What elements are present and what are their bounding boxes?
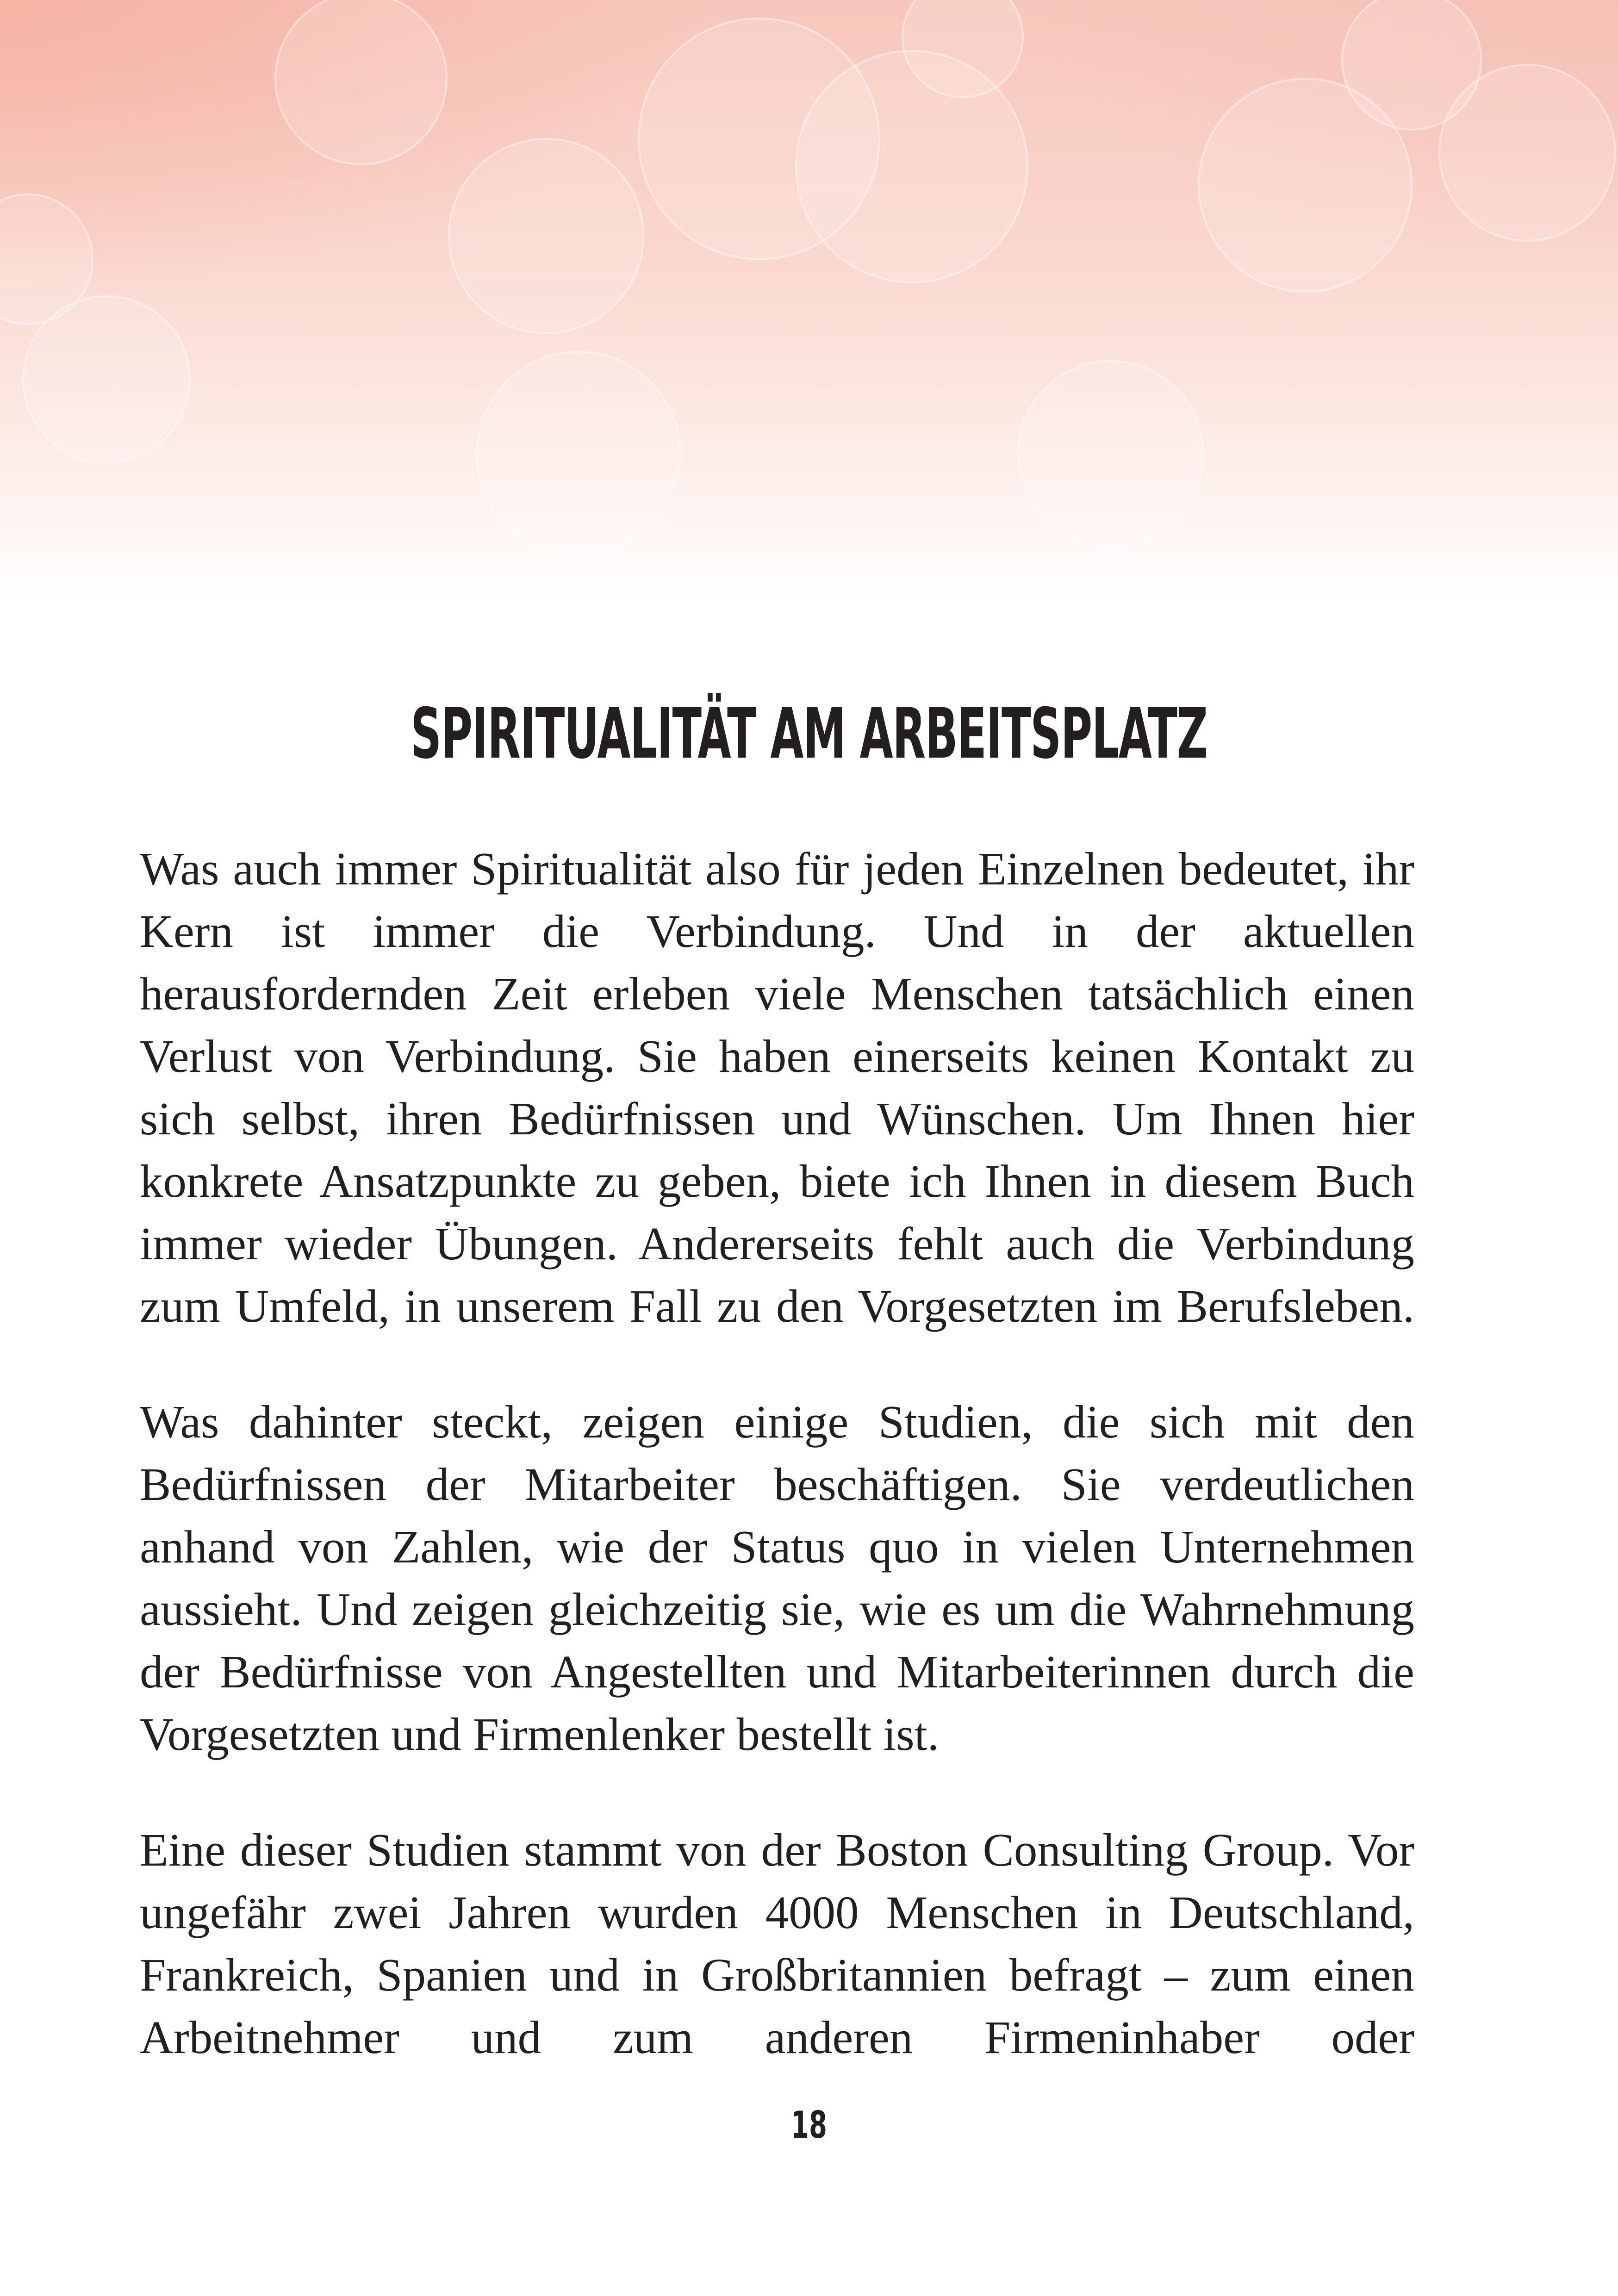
paragraph-3: Eine dieser Studien stammt von der Boston Consulting Group. Vor ungefähr zwei Jahren wurden 4000 Menschen in Deutschland, Frankreich, Spanien und in Großbritannien befragt – zum einen Arbeitnehmer und zum anderen Firmeninhaber oder: [140, 1824, 1414, 2063]
paragraph-1: Was auch immer Spiritualität also für jeden Einzelnen bedeutet, ihr Kern ist immer die Verbindung. Und in der aktuellen herausfordernden Zeit erleben viele Menschen tatsächlich einen Verlust von Verbindung. Sie haben einerseits keinen Kontakt zu sich selbst, ihren Bedürfnissen und Wünschen. Um Ihnen hier konkrete Ansatzpunkte zu geben, biete ich Ihnen in diesem Buch immer wieder Übungen. Andererseits fehlt auch die Verbindung zum Umfeld, in unserem Fall zu den Vorgesetzten im Berufsleben.: [140, 843, 1414, 1332]
page-number: 18: [791, 2103, 827, 2147]
header-bokeh-background: [0, 0, 1618, 602]
bokeh-circles: [0, 0, 1618, 602]
body-text: [140, 838, 1414, 2122]
paragraph-2: Was dahinter steckt, zeigen einige Studien, die sich mit den Bedürfnissen der Mitarbeiter beschäftigen. Sie verdeutlichen anhand von Zahlen, wie der Status quo in vielen Unternehmen aussieht. Und zeigen gleichzeitig sie, wie es um die Wahrnehmung der Bedürfnisse von Angestellten und Mitarbeiterinnen durch die Vorgesetzten und Firmenlenker bestellt ist.: [140, 1396, 1414, 1760]
page-title: SPIRITUALITÄT AM ARBEITSPLATZ: [411, 693, 1207, 774]
